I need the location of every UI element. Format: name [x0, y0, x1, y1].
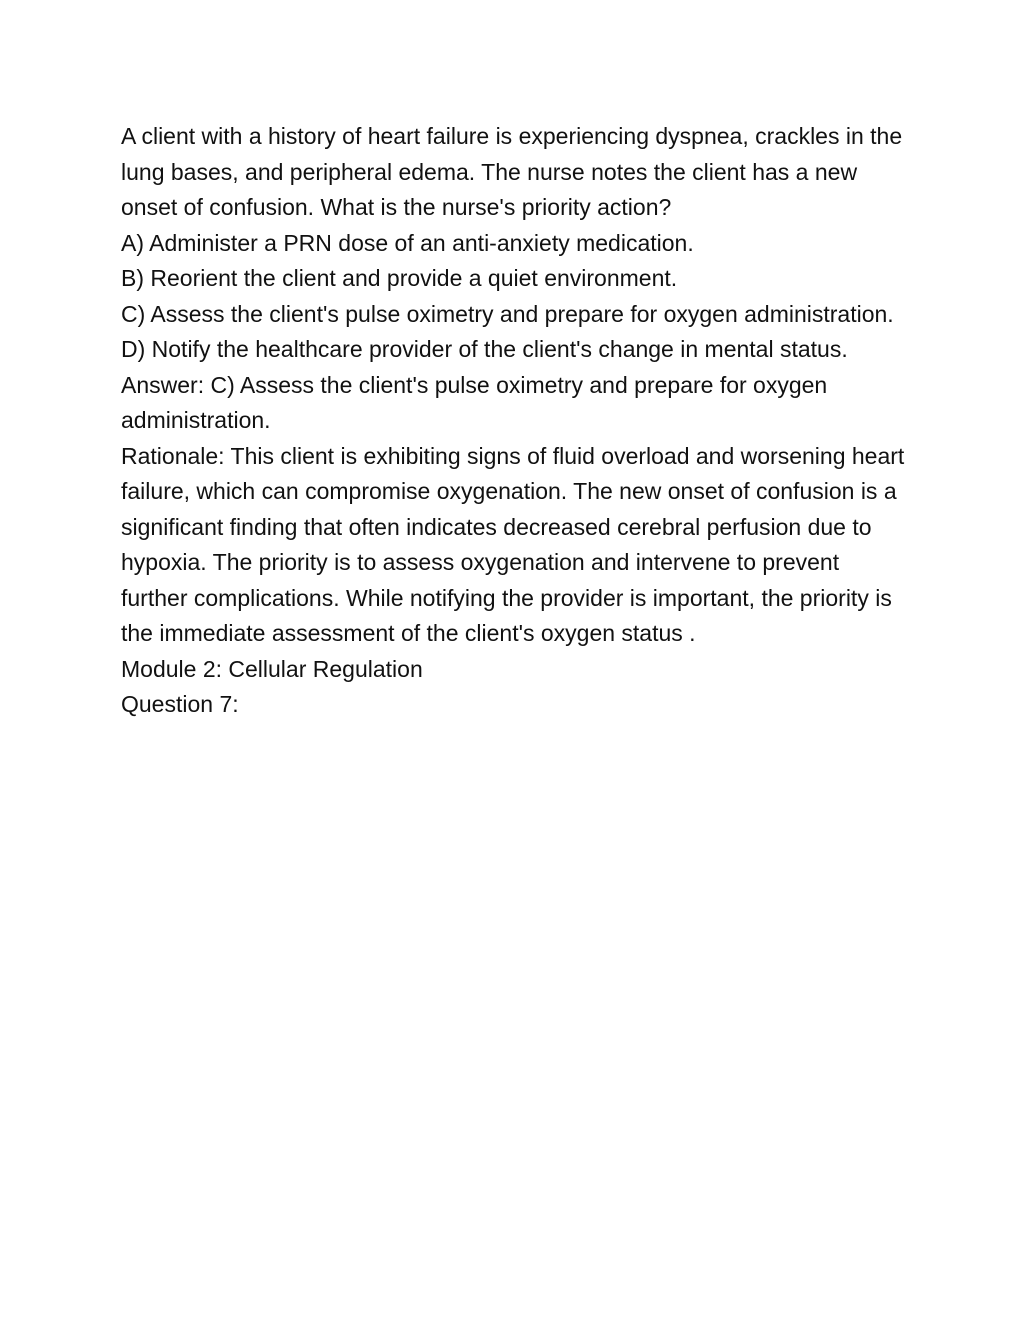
option-b: B) Reorient the client and provide a quiet environment.: [121, 265, 678, 291]
document-content: [121, 119, 911, 723]
option-d: D) Notify the healthcare provider of the client's change in mental status.: [121, 336, 848, 362]
rationale-text: Rationale: This client is exhibiting signs of fluid overload and worsening heart failure, which can compromise oxygenation. The new onset of confusion is a significant finding that often indicates decreased cerebral perfusion due to hypoxia. The priority is to assess oxygenation and intervene to prevent further complications. While notifying the provider is important, the priority is the immediate assessment of the client's oxygen status .: [121, 442, 905, 646]
option-c: C) Assess the client's pulse oximetry and prepare for oxygen administration.: [121, 300, 894, 327]
next-question-label: Question 7:: [121, 691, 239, 717]
option-a: A) Administer a PRN dose of an anti-anxiety medication.: [121, 229, 694, 256]
answer-text: Answer: C) Assess the client's pulse oximetry and prepare for oxygen administration.: [121, 371, 828, 433]
module-heading: Module 2: Cellular Regulation: [121, 655, 423, 682]
question-text: A client with a history of heart failure is experiencing dyspnea, crackles in the lung bases, and peripheral edema. The nurse notes the client has a new onset of confusion. What is the nurse's priority action?: [121, 123, 903, 220]
